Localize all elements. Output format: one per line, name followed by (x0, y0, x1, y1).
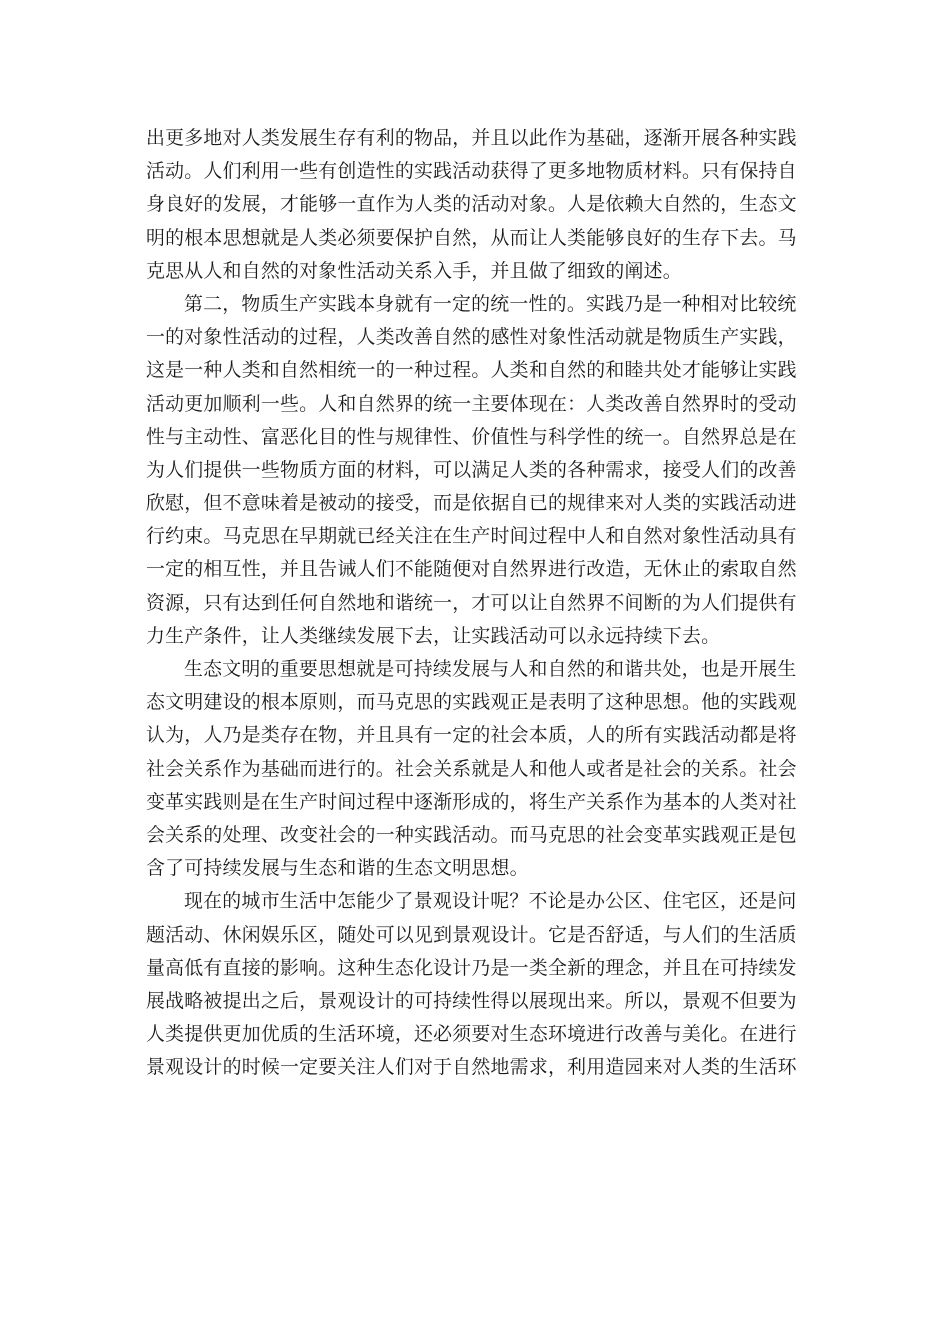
text-line: 出更多地对人类发展生存有利的物品，并且以此作为基础，逐渐开展各种实践 (146, 127, 797, 149)
text-line: 社会关系作为基础而进行的。社会关系就是人和他人或者是社会的关系。社会 (146, 757, 797, 780)
text-line: 性与主动性、富恶化目的性与规律性、价值性与科学性的统一。自然界总是在 (146, 425, 797, 448)
text-line: 景观设计的时候一定要关注人们对于自然地需求，利用造园来对人类的生活环 (146, 1056, 797, 1079)
text-line: 第二，物质生产实践本身就有一定的统一性的。实践乃是一种相对比较统 (184, 292, 797, 315)
paragraph-2 (146, 288, 806, 653)
text-line: 含了可持续发展与生态和谐的生态文明思想。 (146, 857, 529, 880)
text-line: 力生产条件，让人类继续发展下去，让实践活动可以永远持续下去。 (146, 624, 721, 647)
text-line: 态文明建设的根本原则，而马克思的实践观正是表明了这种思想。他的实践观 (146, 691, 797, 714)
text-line: 一定的相互性，并且告诫人们不能随便对自然界进行改造，无休止的索取自然 (146, 558, 797, 581)
text-line: 现在的城市生活中怎能少了景观设计呢？不论是办公区、住宅区，还是问 (184, 890, 797, 913)
text-line: 会关系的处理、改变社会的一种实践活动。而马克思的社会变革实践观正是包 (146, 823, 797, 846)
text-line: 活动更加顺利一些。人和自然界的统一主要体现在：人类改善自然界时的受动 (146, 392, 797, 415)
text-line: 题活动、休闲娱乐区，随处可以见到景观设计。它是否舒适，与人们的生活质 (146, 923, 797, 946)
text-line: 展战略被提出之后，景观设计的可持续性得以展现出来。所以，景观不但要为 (146, 989, 797, 1012)
text-line: 明的根本思想就是人类必须要保护自然，从而让人类能够良好的生存下去。马 (146, 226, 797, 249)
text-line: 这是一种人类和自然相统一的一种过程。人类和自然的和睦共处才能够让实践 (146, 359, 797, 382)
text-line: 认为，人乃是类存在物，并且具有一定的社会本质，人的所有实践活动都是将 (146, 724, 797, 747)
text-line: 资源，只有达到任何自然地和谐统一，才可以让自然界不间断的为人们提供有 (146, 591, 797, 614)
text-line: 为人们提供一些物质方面的材料，可以满足人类的各种需求，接受人们的改善 (146, 458, 797, 481)
text-line: 欣慰，但不意味着是被动的接受，而是依据自已的规律来对人类的实践活动进 (146, 492, 797, 515)
text-line: 量高低有直接的影响。这种生态化设计乃是一类全新的理念，并且在可持续发 (146, 956, 797, 979)
text-line: 活动。人们利用一些有创造性的实践活动获得了更多地物质材料。只有保持自 (146, 160, 797, 183)
body-text (146, 122, 806, 1084)
text-line: 变革实践则是在生产时间过程中逐渐形成的，将生产关系作为基本的人类对社 (146, 790, 797, 813)
text-line: 行约束。马克思在早期就已经关注在生产时间过程中人和自然对象性活动具有 (146, 525, 797, 548)
text-line: 克思从人和自然的对象性活动关系入手，并且做了细致的阐述。 (146, 259, 682, 282)
paragraph-3 (146, 653, 806, 885)
text-line: 身良好的发展，才能够一直作为人类的活动对象。人是依赖大自然的，生态文 (146, 193, 797, 216)
paragraph-4 (146, 885, 806, 1084)
text-line: 一的对象性活动的过程，人类改善自然的感性对象性活动就是物质生产实践， (146, 326, 797, 349)
paragraph-1 (146, 122, 806, 288)
text-line: 人类提供更加优质的生活环境，还必须要对生态环境进行改善与美化。在进行 (146, 1023, 797, 1046)
text-line: 生态文明的重要思想就是可持续发展与人和自然的和谐共处，也是开展生 (184, 658, 797, 680)
